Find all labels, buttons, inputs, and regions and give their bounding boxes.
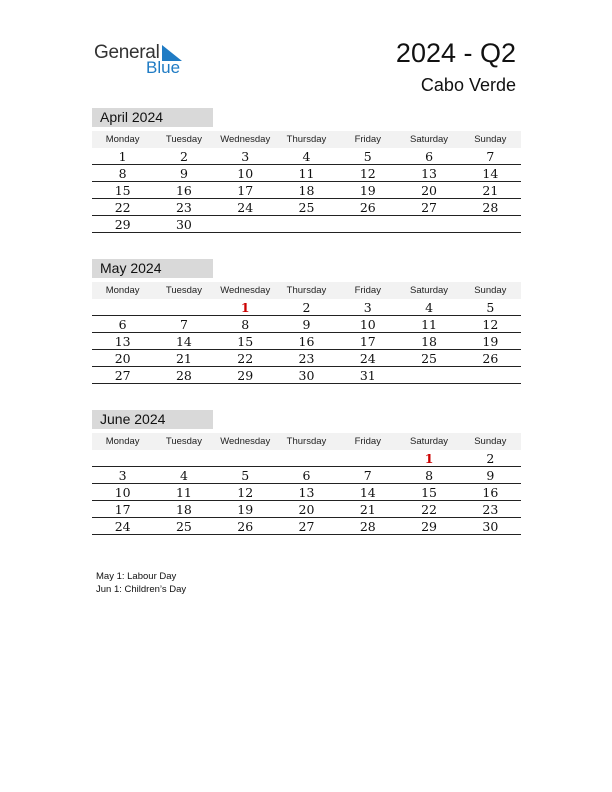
day-cell: 20 (114, 351, 131, 366)
weekday-header-row (92, 433, 521, 450)
day-cell: 18 (298, 183, 315, 198)
day-cell: 13 (114, 334, 131, 349)
day-cell: 27 (421, 200, 437, 215)
day-cell: 14 (359, 485, 376, 500)
day-cell: 23 (482, 502, 499, 517)
day-cell: 17 (237, 183, 254, 198)
day-cell: 11 (421, 317, 437, 332)
day-cell: 21 (175, 351, 192, 366)
day-cell: 16 (298, 334, 315, 349)
day-cell: 13 (421, 166, 437, 181)
week-row (92, 199, 521, 216)
day-cell: 4 (179, 468, 188, 483)
day-cell (153, 450, 214, 466)
day-cell: 18 (175, 502, 192, 517)
day-cell: 1 (118, 149, 127, 164)
day-cell: 9 (179, 166, 188, 181)
logo-text-blue: Blue (146, 58, 181, 77)
weekday-label: Wednesday (220, 436, 271, 447)
day-cell: 27 (298, 519, 315, 534)
day-cell: 7 (486, 149, 495, 164)
weekday-label: Sunday (474, 285, 507, 296)
day-cell: 4 (425, 300, 434, 315)
day-cell: 11 (175, 485, 192, 500)
day-cell: 3 (241, 149, 250, 164)
weekday-label: Wednesday (220, 134, 271, 145)
day-cell: 19 (482, 334, 499, 349)
day-cell: 9 (302, 317, 311, 332)
day-cell: 24 (237, 200, 254, 215)
day-cell: 13 (298, 485, 315, 500)
day-cell: 27 (114, 368, 131, 383)
day-cell: 30 (298, 368, 315, 383)
day-cell (337, 216, 398, 232)
day-cell: 16 (482, 485, 499, 500)
month-weeks (92, 299, 521, 384)
day-cell (153, 299, 214, 315)
day-cell: 9 (486, 468, 495, 483)
day-cell (460, 216, 521, 232)
day-cell: 3 (118, 468, 127, 483)
day-cell: 21 (359, 502, 376, 517)
day-cell: 10 (237, 166, 254, 181)
day-cell (215, 216, 276, 232)
weekday-label: Monday (105, 285, 140, 296)
month-may (92, 259, 521, 384)
weekday-label: Monday (105, 134, 140, 145)
day-cell: 1 (424, 451, 434, 466)
holiday-item: Jun 1: Children’s Day (96, 584, 187, 595)
weekday-header-row (92, 131, 521, 148)
day-cell: 26 (359, 200, 376, 215)
weekday-label: Monday (105, 436, 140, 447)
day-cell: 15 (114, 183, 131, 198)
week-row (92, 350, 521, 367)
week-row (92, 501, 521, 518)
day-cell (92, 450, 153, 466)
day-cell: 5 (486, 300, 495, 315)
day-cell: 2 (302, 300, 311, 315)
weekday-label: Tuesday (165, 134, 202, 145)
day-cell: 6 (425, 149, 434, 164)
weekday-label: Saturday (410, 436, 449, 447)
day-cell: 12 (359, 166, 376, 181)
day-cell: 14 (482, 166, 499, 181)
day-cell: 4 (302, 149, 311, 164)
month-june (92, 410, 521, 535)
day-cell: 23 (175, 200, 192, 215)
day-cell (92, 299, 153, 315)
holiday-item: May 1: Labour Day (96, 571, 177, 582)
day-cell (460, 367, 521, 383)
day-cell: 24 (359, 351, 376, 366)
week-row (92, 182, 521, 199)
month-title: May 2024 (92, 259, 213, 278)
day-cell: 22 (114, 200, 131, 215)
day-cell: 31 (359, 368, 376, 383)
weekday-label: Tuesday (165, 285, 202, 296)
week-row (92, 450, 521, 467)
week-row (92, 316, 521, 333)
weekday-label: Tuesday (165, 436, 202, 447)
day-cell (398, 367, 459, 383)
day-cell: 19 (359, 183, 376, 198)
weekday-label: Saturday (410, 134, 449, 145)
day-cell: 24 (114, 519, 131, 534)
week-row (92, 165, 521, 182)
weekday-label: Friday (354, 285, 381, 296)
day-cell: 17 (359, 334, 376, 349)
day-cell: 26 (237, 519, 254, 534)
day-cell: 29 (421, 519, 437, 534)
day-cell: 15 (237, 334, 254, 349)
week-row (92, 484, 521, 501)
month-title: April 2024 (92, 108, 213, 127)
day-cell: 6 (302, 468, 311, 483)
day-cell: 15 (421, 485, 437, 500)
day-cell (276, 450, 337, 466)
day-cell (337, 450, 398, 466)
weekday-label: Friday (354, 436, 381, 447)
day-cell: 17 (114, 502, 131, 517)
week-row (92, 467, 521, 484)
day-cell: 20 (298, 502, 315, 517)
week-row (92, 299, 521, 316)
weekday-label: Saturday (410, 285, 449, 296)
day-cell: 2 (179, 149, 188, 164)
day-cell: 3 (363, 300, 372, 315)
day-cell: 5 (363, 149, 372, 164)
day-cell: 28 (359, 519, 376, 534)
month-weeks (92, 148, 521, 233)
day-cell: 8 (118, 166, 127, 181)
day-cell: 19 (237, 502, 254, 517)
day-cell: 6 (118, 317, 127, 332)
day-cell (276, 216, 337, 232)
day-cell: 18 (421, 334, 437, 349)
quarter-title: 2024 - Q2 (395, 38, 516, 68)
day-cell: 22 (421, 502, 437, 517)
day-cell: 11 (298, 166, 315, 181)
day-cell: 7 (179, 317, 188, 332)
logo-text-general: General (94, 42, 160, 63)
day-cell: 7 (363, 468, 372, 483)
week-row (92, 518, 521, 535)
day-cell (215, 450, 276, 466)
day-cell: 28 (175, 368, 192, 383)
day-cell: 12 (237, 485, 254, 500)
day-cell: 26 (482, 351, 499, 366)
day-cell: 28 (482, 200, 499, 215)
day-cell: 23 (298, 351, 315, 366)
day-cell: 22 (237, 351, 254, 366)
week-row (92, 148, 521, 165)
day-cell: 25 (175, 519, 192, 534)
day-cell: 14 (175, 334, 192, 349)
weekday-label: Thursday (286, 436, 327, 447)
week-row (92, 216, 521, 233)
day-cell: 20 (421, 183, 437, 198)
day-cell: 21 (482, 183, 499, 198)
weekday-label: Sunday (474, 436, 507, 447)
day-cell: 29 (237, 368, 254, 383)
day-cell: 10 (114, 485, 131, 500)
weekday-label: Thursday (286, 285, 327, 296)
day-cell: 1 (240, 300, 250, 315)
day-cell: 29 (114, 217, 131, 232)
holiday-list (96, 570, 186, 596)
week-row (92, 333, 521, 350)
day-cell: 30 (175, 217, 192, 232)
day-cell: 5 (241, 468, 250, 483)
day-cell: 16 (175, 183, 192, 198)
weekday-label: Wednesday (220, 285, 271, 296)
country-name: Cabo Verde (420, 75, 516, 95)
month-title: June 2024 (92, 410, 213, 429)
day-cell: 25 (421, 351, 437, 366)
day-cell: 12 (482, 317, 499, 332)
generalblue-logo (94, 40, 194, 80)
weekday-label: Sunday (474, 134, 507, 145)
day-cell: 25 (298, 200, 315, 215)
day-cell: 10 (359, 317, 376, 332)
day-cell: 30 (482, 519, 499, 534)
month-april (92, 108, 521, 233)
day-cell: 8 (241, 317, 250, 332)
weekday-header-row (92, 282, 521, 299)
weekday-label: Friday (354, 134, 381, 145)
day-cell: 2 (486, 451, 495, 466)
week-row (92, 367, 521, 384)
month-weeks (92, 450, 521, 535)
day-cell (398, 216, 459, 232)
weekday-label: Thursday (286, 134, 327, 145)
day-cell: 8 (425, 468, 434, 483)
